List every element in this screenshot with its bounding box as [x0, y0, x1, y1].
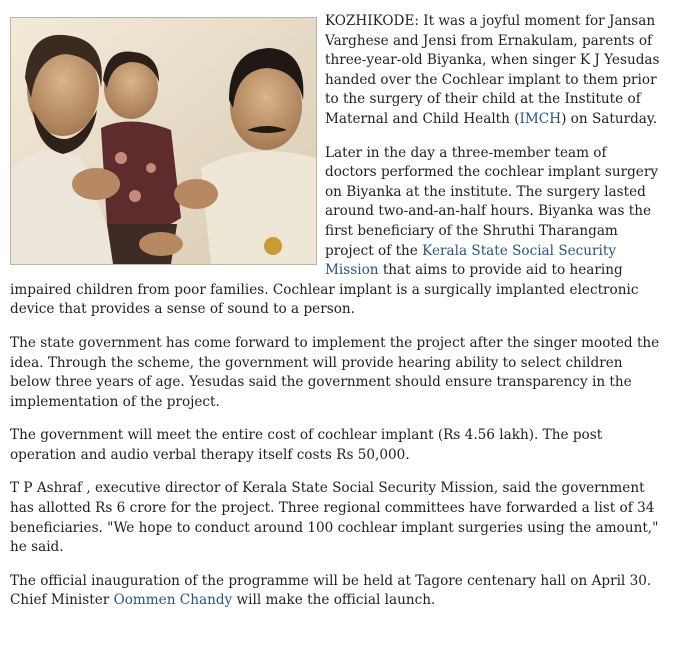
paragraph-6-text-a: The official inauguration of the programme will be held at Tagore centenary hall on April 30. Chief Minister	[10, 572, 652, 609]
photo-of-singer-with-family	[10, 17, 317, 265]
oommen-chandy-link[interactable]: Oommen Chandy	[113, 592, 233, 609]
paragraph-2-text-a: Later in the day a three-member team of doctors performed the cochlear implant surgery on Biyanka at the institute. The surgery lasted around two-and-an-half hours. Biyanka was the first beneficiary of the Shruthi Tharangam project of the	[325, 144, 659, 259]
imch-link[interactable]: IMCH	[519, 110, 562, 127]
paragraph-1-text-b: ) on Saturday.	[561, 110, 658, 127]
paragraph-1-text-a: KOZHIKODE: It was a joyful moment for Jansan Varghese and Jensi from Ernakulam, parents of three-year-old Biyanka, when singer K J Yesudas handed over the Cochlear implant to them prior to the surgery of their child at the Institute of Maternal and Child Health (	[325, 13, 660, 127]
paragraph-3: The state government has come forward to implement the project after the singer mooted the idea. Through the scheme, the government will provide hearing ability to select children below three years of age. Yesudas said the government should ensure transparency in the implementation of the project.	[10, 334, 660, 410]
paragraph-2-text-b: that aims to provide aid to hearing impaired children from poor families. Cochlear implant is a surgically implanted electronic device that provides a sense of sound to a person.	[10, 262, 639, 318]
paragraph-6-text-b: will make the official launch.	[232, 592, 436, 609]
article-body	[10, 12, 662, 625]
paragraph-6	[10, 572, 662, 611]
paragraph-4: The government will meet the entire cost of cochlear implant (Rs 4.56 lakh). The post operation and audio verbal therapy itself costs Rs 50,000.	[10, 427, 603, 463]
kerala-ssm-link[interactable]: Kerala State Social Security Mission	[325, 242, 617, 279]
paragraph-5: T P Ashraf , executive director of Kerala State Social Security Mission, said the government has allotted Rs 6 crore for the project. Three regional committees have forwarded a list of 34 beneficiaries. "We hope to conduct around 100 cochlear implant surgeries using the amount," he said.	[10, 480, 659, 556]
